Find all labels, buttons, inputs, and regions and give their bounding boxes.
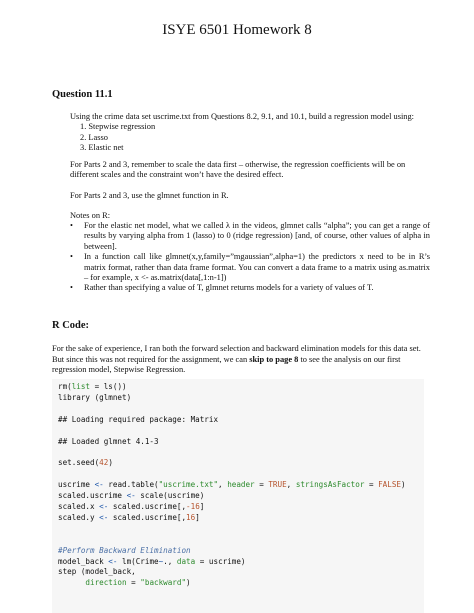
code-line: direction = "backward") bbox=[58, 578, 191, 588]
code-line: scaled.x <- scaled.uscrime[,-16] bbox=[58, 501, 205, 511]
bullet-icon: • bbox=[70, 221, 73, 230]
scale-note: For Parts 2 and 3, remember to scale the data first – otherwise, the regression coefficients will be on different scales and the constraint won’t have the desired effect. bbox=[70, 160, 406, 180]
methods-list bbox=[70, 122, 430, 153]
code-line: step (model_back, bbox=[58, 567, 136, 577]
code-line: scaled.uscrime <- scale(uscrime) bbox=[58, 491, 205, 501]
note-item bbox=[70, 283, 430, 293]
code-comment: #Perform Backward Elimination bbox=[58, 545, 191, 555]
rcode-intro bbox=[52, 344, 424, 376]
code-output-line: ## Loading required package: Matrix bbox=[58, 414, 219, 424]
code-output-line: ## Loaded glmnet 4.1-3 bbox=[58, 436, 159, 446]
code-line: rm(list = ls()) bbox=[58, 382, 127, 391]
question-intro bbox=[70, 112, 430, 154]
code-block bbox=[52, 379, 424, 613]
code-line: scaled.y <- scaled.uscrime[,16] bbox=[58, 512, 200, 522]
rcode-heading: R Code: bbox=[52, 320, 90, 331]
code-line: uscrime <- read.table("uscrime.txt", header = TRUE, stringsAsFactor = FALSE) bbox=[58, 480, 406, 490]
bullet-icon: • bbox=[70, 252, 73, 262]
notes-heading: Notes on R: bbox=[70, 211, 111, 220]
rcode-intro-text-end: to see the analysis on our first regression model, Stepwise Regression. bbox=[52, 354, 401, 375]
question-intro-text: Using the crime data set uscrime.txt from Questions 8.2, 9.1, and 10.1, build a regression model using: bbox=[70, 112, 415, 121]
note-text: Rather than specifying a value of T, glmnet returns models for a variety of values of T. bbox=[84, 283, 374, 293]
method-item: 2. Lasso bbox=[80, 132, 108, 142]
method-item: 1. Stepwise regression bbox=[80, 122, 156, 132]
notes-list bbox=[70, 221, 430, 294]
page-title: ISYE 6501 Homework 8 bbox=[162, 22, 312, 38]
code-line: set.seed(42) bbox=[58, 458, 113, 468]
code-line: model_back <- lm(Crime~., data = uscrime) bbox=[58, 556, 246, 566]
method-item: 3. Elastic net bbox=[80, 143, 124, 153]
skip-to-page-link: skip to page 8 bbox=[249, 354, 299, 364]
code-line: library (glmnet) bbox=[58, 392, 132, 402]
question-heading: Question 11.1 bbox=[52, 89, 113, 100]
note-item bbox=[70, 221, 430, 252]
note-item bbox=[70, 252, 430, 283]
rcode-intro-text: For the sake of experience, I ran both the forward selection and backward elimination models for this data set. But since this was not required for the assignment, we can bbox=[52, 344, 421, 364]
bullet-icon: • bbox=[70, 283, 73, 293]
glmnet-note: For Parts 2 and 3, use the glmnet function in R. bbox=[70, 191, 229, 200]
note-text: In a function call like glmnet(x,y,family=”mgaussian”,alpha=1) the predictors x need to be in R’s matrix format, rather than data frame format. You can convert a data frame to a matrix using as.matrix – for example, x <- as.matrix(data[,1:n-1]) bbox=[84, 252, 430, 283]
code-text bbox=[58, 382, 422, 589]
note-text: For the elastic net model, what we called λ in the videos, glmnet calls “alpha”; you can get a range of results by varying alpha from 1 (lasso) to 0 (ridge regression) [and, of course, other values of alpha in between]. bbox=[84, 221, 430, 251]
